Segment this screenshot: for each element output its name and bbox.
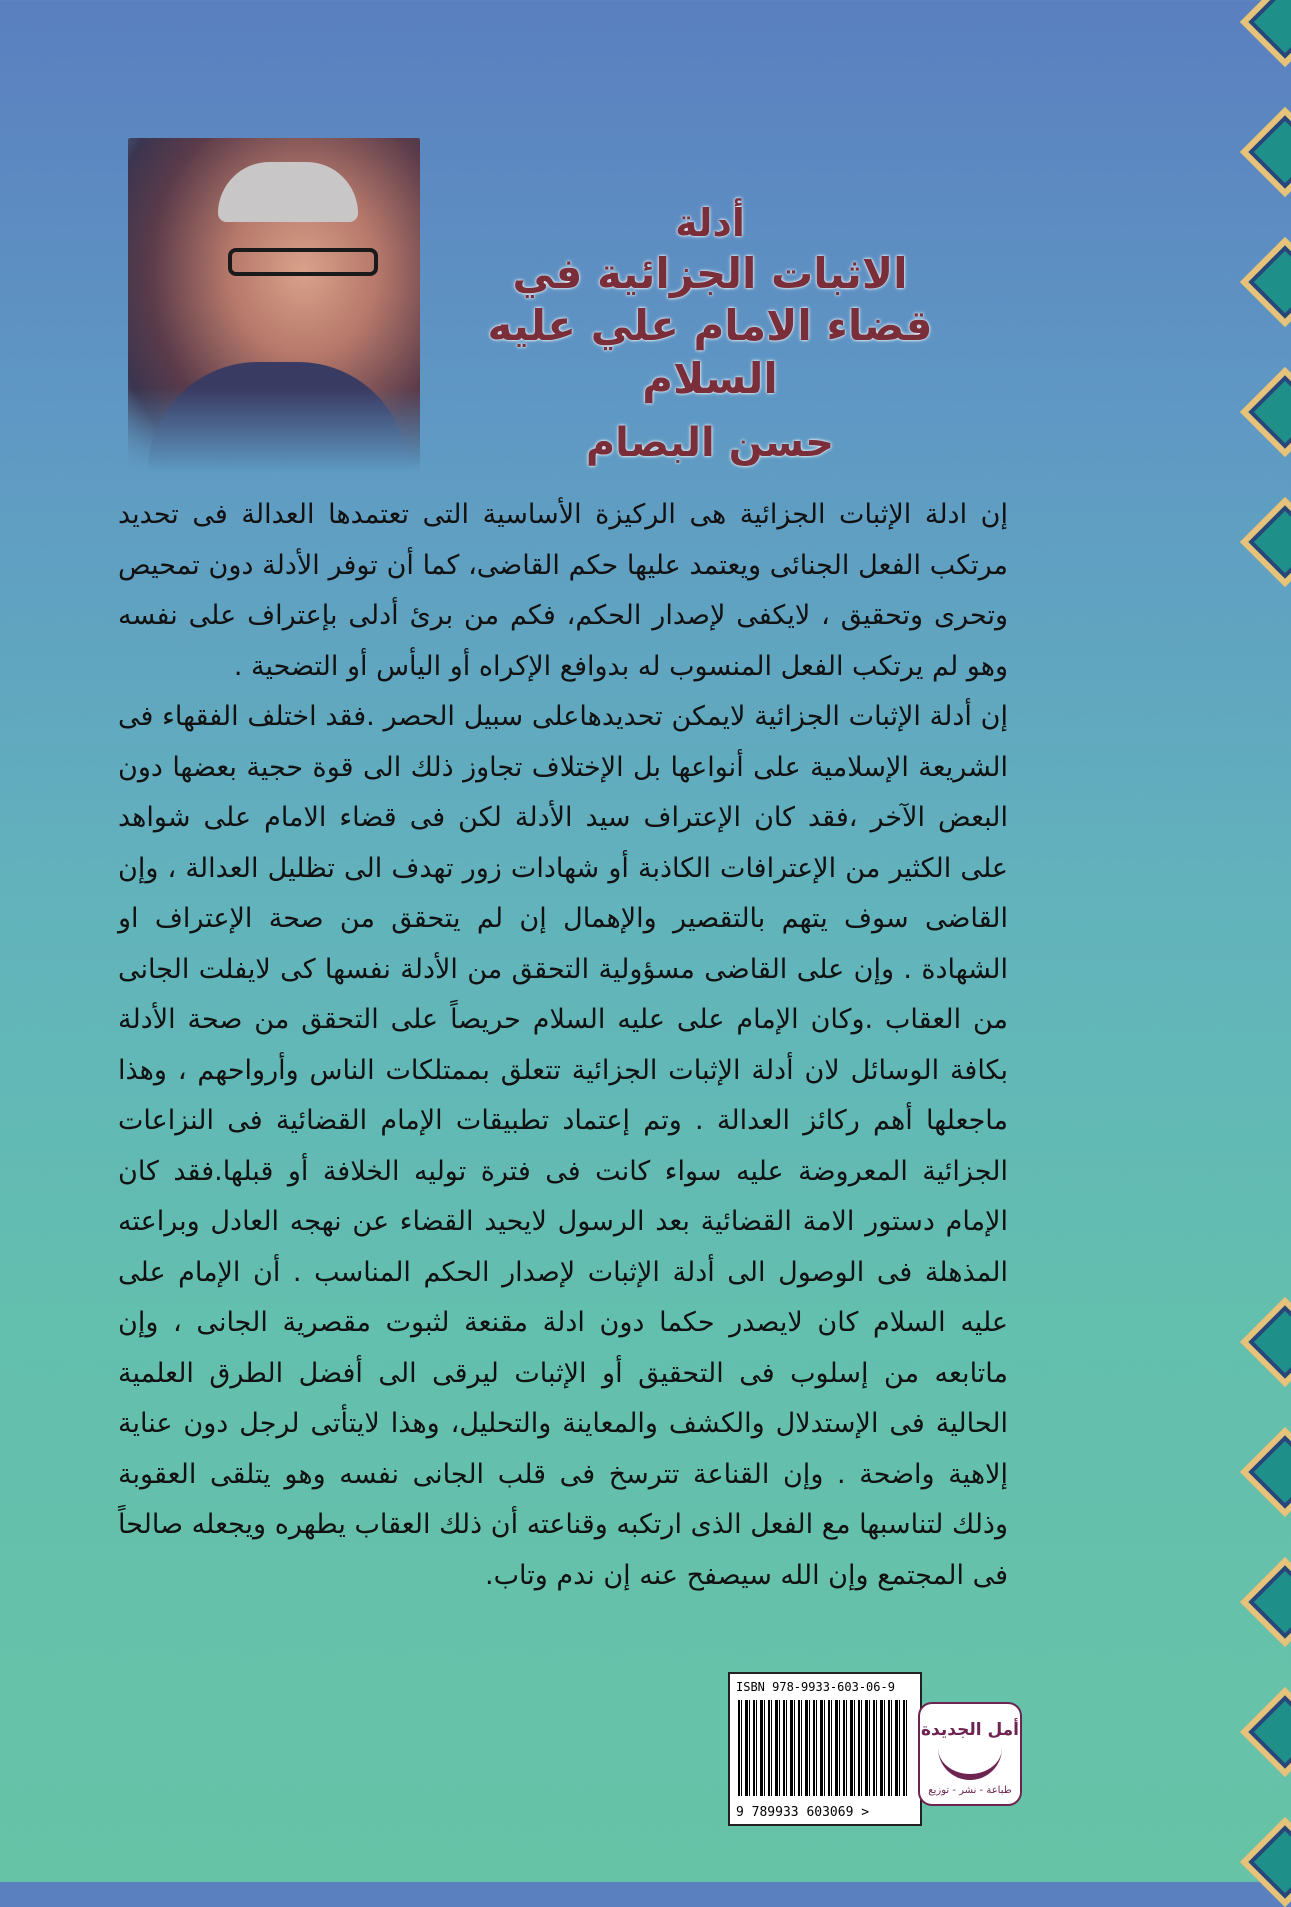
- ornament-diamond: [1240, 497, 1291, 588]
- ornament-border: [1231, 0, 1291, 1882]
- barcode-digits: 9 789933 603069 >: [736, 1805, 870, 1820]
- ornament-diamond: [1240, 1427, 1291, 1518]
- author-photo: [128, 138, 420, 472]
- book-title: [430, 200, 990, 405]
- ornament-diamond: [1240, 1817, 1291, 1907]
- ornament-diamond: [1240, 237, 1291, 328]
- author-name: حسن البصام: [585, 420, 835, 466]
- barcode: [728, 1672, 922, 1826]
- ornament-diamond: [1240, 367, 1291, 458]
- ornament-diamond: [1240, 1297, 1291, 1388]
- publisher-logo: [918, 1702, 1022, 1806]
- author-photo-hair: [218, 162, 358, 222]
- book-title-line-3: قضاء الامام علي عليه السلام: [487, 301, 933, 403]
- publisher-swoosh: [938, 1744, 1002, 1780]
- author-photo-shirt: [148, 362, 408, 472]
- ornament-diamond: [1240, 107, 1291, 198]
- author-photo-glasses: [228, 248, 378, 276]
- isbn-label: ISBN 978-9933-603-06-9: [736, 1680, 895, 1694]
- publisher-tagline: طباعة - نشر - توزيع: [928, 1785, 1012, 1796]
- blurb-paragraph-2: إن أدلة الإثبات الجزائية لايمكن تحديدهاعلى سبيل الحصر .فقد اختلف الفقهاء فى الشريعة الإسلامية على أنواعها بل الإختلاف تجاوز ذلك الى قوة حجية بعضها دون البعض الآخر ،فقد كان الإعتراف سيد الأدلة لكن فى قضاء الامام على شواهد على الكثير من الإعترافات الكاذبة أو شهادات زور تهدف الى تظليل العدالة ، وإن القاضى سوف يتهم بالتقصير والإهمال إن لم يتحقق من صحة الإعتراف او الشهادة . وإن على القاضى مسؤولية التحقق من الأدلة نفسها كى لايفلت الجانى من العقاب .وكان الإمام على عليه السلام حريصاً على التحقق من صحة الأدلة بكافة الوسائل لان أدلة الإثبات الجزائية تتعلق بممتلكات الناس وأرواحهم ، وهذا ماجعلها أهم ركائز العدالة . وتم إعتماد تطبيقات الإمام القضائية فى النزاعات الجزائية المعروضة عليه سواء كانت فى فترة توليه الخلافة أو قبلها.فقد كان الإمام دستور الامة القضائية بعد الرسول لايحيد القضاء عن نهجه العادل وبراعته المذهلة فى الوصول الى أدلة الإثبات لإصدار الحكم المناسب . أن الإمام على عليه السلام كان لايصدر حكما دون ادلة مقنعة لثبوت مقصرية الجانى ، وإن ماتابعه من إسلوب فى التحقيق أو الإثبات ليرقى الى أفضل الطرق العلمية الحالية فى الإستدلال والكشف والمعاينة والتحليل، وهذا لايتأتى لرجل دون عناية إلاهية واضحة . وإن القناعة تترسخ فى قلب الجانى نفسه وهو يتلقى العقوبة وذلك لتناسبها مع الفعل الذى ارتكبه وقناعته أن ذلك العقاب يطهره ويجعله صالحاً فى المجتمع وإن الله سيصفح عنه إن ندم وتاب.: [118, 701, 1008, 1591]
- book-title-line-2: الاثبات الجزائية في: [512, 248, 908, 298]
- blurb-text: [118, 490, 1008, 1601]
- book-title-line-1: أدلة: [675, 201, 745, 245]
- ornament-diamond: [1240, 0, 1291, 67]
- ornament-diamond: [1240, 1557, 1291, 1648]
- barcode-bars: [738, 1700, 910, 1796]
- blurb-paragraph-1: إن ادلة الإثبات الجزائية هى الركيزة الأساسية التى تعتمدها العدالة فى تحديد مرتكب الفعل الجنائى ويعتمد عليها حكم القاضى، كما أن توفر الأدلة دون تمحيص وتحرى وتحقيق ، لايكفى لإصدار الحكم، فكم من برئ أدلى بإعتراف على نفسه وهو لم يرتكب الفعل المنسوب له بدوافع الإكراه أو اليأس أو التضحية .: [118, 499, 1008, 682]
- ornament-diamond: [1240, 1687, 1291, 1778]
- publisher-name: أمل الجديدة: [921, 1720, 1019, 1740]
